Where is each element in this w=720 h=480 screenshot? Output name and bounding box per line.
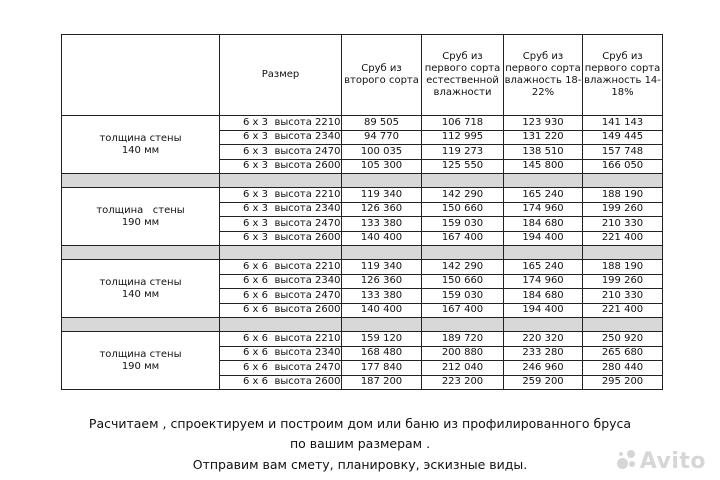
- price-first-14-18: 157 748: [583, 145, 663, 160]
- size-height: высота 2340: [274, 203, 341, 215]
- size-dimensions: 6 х 6: [243, 275, 268, 287]
- size-dimensions: 6 х 3: [243, 203, 268, 215]
- header-second-grade: Сруб из второго сорта: [342, 35, 422, 116]
- size-dimensions: 6 х 6: [243, 361, 268, 373]
- wall-thickness-line2: 190 мм: [121, 360, 160, 372]
- price-second-grade: 177 840: [342, 361, 422, 376]
- size-height: высота 2210: [274, 332, 341, 344]
- separator-cell: [583, 174, 663, 188]
- table-row: [62, 116, 663, 131]
- avito-watermark: [617, 449, 706, 474]
- separator-row: [62, 174, 663, 188]
- price-second-grade: 126 360: [342, 274, 422, 289]
- size-height: высота 2210: [274, 188, 341, 200]
- price-first-18-22: 145 800: [504, 159, 583, 174]
- wall-thickness-line2: 190 мм: [121, 216, 160, 228]
- footer-line-3: Отправим вам смету, планировку, эскизные виды.: [192, 457, 528, 472]
- size-height: высота 2470: [274, 217, 341, 229]
- price-first-18-22: 165 240: [504, 260, 583, 275]
- price-first-natural: 150 660: [422, 274, 504, 289]
- header-first-14-18: Сруб из первого сорта влажность 14-18%: [583, 35, 663, 116]
- size-cell: [220, 217, 342, 232]
- size-cell: [220, 159, 342, 174]
- separator-cell: [422, 246, 504, 260]
- size-cell: [220, 274, 342, 289]
- size-height: высота 2210: [274, 260, 341, 272]
- price-first-18-22: 184 680: [504, 289, 583, 304]
- wall-thickness-label: [62, 260, 220, 318]
- price-second-grade: 168 480: [342, 346, 422, 361]
- price-second-grade: 119 340: [342, 260, 422, 275]
- separator-cell: [220, 246, 342, 260]
- header-first-18-22: Сруб из первого сорта влажность 18-22%: [504, 35, 583, 116]
- price-first-14-18: 221 400: [583, 231, 663, 246]
- size-height: высота 2340: [274, 347, 341, 359]
- separator-cell: [504, 318, 583, 332]
- size-height: высота 2600: [274, 304, 341, 316]
- size-dimensions: 6 х 6: [243, 289, 268, 301]
- price-second-grade: 126 360: [342, 202, 422, 217]
- price-first-14-18: 221 400: [583, 303, 663, 318]
- table-row: [62, 260, 663, 275]
- size-cell: [220, 361, 342, 376]
- price-first-natural: 159 030: [422, 289, 504, 304]
- size-dimensions: 6 х 3: [243, 160, 268, 172]
- header-size: Размер: [220, 35, 342, 116]
- price-first-18-22: 138 510: [504, 145, 583, 160]
- separator-cell: [504, 246, 583, 260]
- size-dimensions: 6 х 6: [243, 332, 268, 344]
- size-dimensions: 6 х 6: [243, 304, 268, 316]
- wall-thickness-line2: 140 мм: [121, 144, 160, 156]
- separator-cell: [504, 174, 583, 188]
- price-first-natural: 159 030: [422, 217, 504, 232]
- price-second-grade: 89 505: [342, 116, 422, 131]
- price-first-18-22: 131 220: [504, 130, 583, 145]
- separator-cell: [220, 318, 342, 332]
- size-cell: [220, 116, 342, 131]
- price-second-grade: 133 380: [342, 217, 422, 232]
- size-height: высота 2470: [274, 361, 341, 373]
- price-first-natural: 142 290: [422, 188, 504, 203]
- size-dimensions: 6 х 3: [243, 131, 268, 143]
- price-second-grade: 140 400: [342, 231, 422, 246]
- price-first-18-22: 194 400: [504, 303, 583, 318]
- wall-thickness-line1: толщина стены: [96, 204, 185, 216]
- wall-thickness-line1: толщина стены: [99, 276, 182, 288]
- size-cell: [220, 145, 342, 160]
- price-first-14-18: 210 330: [583, 289, 663, 304]
- price-first-natural: 125 550: [422, 159, 504, 174]
- price-first-18-22: 194 400: [504, 231, 583, 246]
- price-first-natural: 112 995: [422, 130, 504, 145]
- size-dimensions: 6 х 3: [243, 217, 268, 229]
- size-cell: [220, 346, 342, 361]
- price-first-14-18: 149 445: [583, 130, 663, 145]
- size-dimensions: 6 х 6: [243, 347, 268, 359]
- separator-cell: [422, 318, 504, 332]
- footer-line-2: по вашим размерам .: [289, 436, 431, 451]
- price-first-14-18: 250 920: [583, 332, 663, 347]
- price-first-14-18: 210 330: [583, 217, 663, 232]
- size-cell: [220, 289, 342, 304]
- price-first-14-18: 280 440: [583, 361, 663, 376]
- table-body: [62, 116, 663, 390]
- separator-cell: [342, 318, 422, 332]
- size-dimensions: 6 х 6: [243, 376, 268, 388]
- separator-row: [62, 318, 663, 332]
- price-second-grade: 100 035: [342, 145, 422, 160]
- wall-thickness-label: [62, 116, 220, 174]
- price-first-natural: 212 040: [422, 361, 504, 376]
- size-height: высота 2340: [274, 275, 341, 287]
- table-row: [62, 188, 663, 203]
- size-dimensions: 6 х 3: [243, 116, 268, 128]
- price-second-grade: 140 400: [342, 303, 422, 318]
- size-height: высота 2210: [274, 116, 341, 128]
- size-cell: [220, 188, 342, 203]
- price-second-grade: 159 120: [342, 332, 422, 347]
- size-cell: [220, 260, 342, 275]
- footer-line-1: Расчитаем , спроектируем и построим дом или баню из профилированного бруса: [88, 416, 632, 431]
- separator-cell: [583, 318, 663, 332]
- price-first-natural: 167 400: [422, 303, 504, 318]
- size-cell: [220, 202, 342, 217]
- separator-cell: [62, 174, 220, 188]
- price-first-18-22: 233 280: [504, 346, 583, 361]
- separator-cell: [422, 174, 504, 188]
- price-first-natural: 106 718: [422, 116, 504, 131]
- separator-cell: [220, 174, 342, 188]
- avito-logo-icon: [617, 450, 637, 470]
- size-dimensions: 6 х 3: [243, 232, 268, 244]
- price-first-natural: 150 660: [422, 202, 504, 217]
- price-first-natural: 223 200: [422, 375, 504, 390]
- size-cell: [220, 375, 342, 390]
- price-second-grade: 94 770: [342, 130, 422, 145]
- wall-thickness-line1: толщина стены: [99, 132, 182, 144]
- size-dimensions: 6 х 6: [243, 260, 268, 272]
- price-first-natural: 167 400: [422, 231, 504, 246]
- price-first-natural: 189 720: [422, 332, 504, 347]
- size-height: высота 2340: [274, 131, 341, 143]
- header-first-natural: Сруб из первого сорта естественной влажности: [422, 35, 504, 116]
- price-first-14-18: 295 200: [583, 375, 663, 390]
- price-first-14-18: 265 680: [583, 346, 663, 361]
- price-first-14-18: 188 190: [583, 188, 663, 203]
- size-height: высота 2600: [274, 160, 341, 172]
- size-height: высота 2600: [274, 376, 341, 388]
- price-first-natural: 200 880: [422, 346, 504, 361]
- size-height: высота 2470: [274, 145, 341, 157]
- separator-cell: [342, 174, 422, 188]
- price-table: [61, 34, 663, 390]
- price-first-18-22: 220 320: [504, 332, 583, 347]
- price-first-18-22: 184 680: [504, 217, 583, 232]
- price-first-18-22: 174 960: [504, 202, 583, 217]
- price-first-18-22: 246 960: [504, 361, 583, 376]
- price-second-grade: 187 200: [342, 375, 422, 390]
- size-height: высота 2470: [274, 289, 341, 301]
- price-second-grade: 133 380: [342, 289, 422, 304]
- size-cell: [220, 231, 342, 246]
- separator-row: [62, 246, 663, 260]
- size-cell: [220, 332, 342, 347]
- separator-cell: [342, 246, 422, 260]
- wall-thickness-line1: толщина стены: [99, 348, 182, 360]
- header-empty: [62, 35, 220, 116]
- size-cell: [220, 130, 342, 145]
- wall-thickness-label: [62, 188, 220, 246]
- watermark-text: Avito: [639, 449, 706, 474]
- price-first-14-18: 188 190: [583, 260, 663, 275]
- wall-thickness-label: [62, 332, 220, 390]
- price-second-grade: 105 300: [342, 159, 422, 174]
- price-first-14-18: 199 260: [583, 274, 663, 289]
- price-first-18-22: 259 200: [504, 375, 583, 390]
- size-dimensions: 6 х 3: [243, 188, 268, 200]
- price-first-natural: 119 273: [422, 145, 504, 160]
- separator-cell: [62, 246, 220, 260]
- separator-cell: [583, 246, 663, 260]
- price-first-18-22: 123 930: [504, 116, 583, 131]
- separator-cell: [62, 318, 220, 332]
- size-dimensions: 6 х 3: [243, 145, 268, 157]
- table-row: [62, 332, 663, 347]
- price-first-14-18: 166 050: [583, 159, 663, 174]
- price-first-14-18: 141 143: [583, 116, 663, 131]
- size-height: высота 2600: [274, 232, 341, 244]
- size-cell: [220, 303, 342, 318]
- price-first-natural: 142 290: [422, 260, 504, 275]
- price-second-grade: 119 340: [342, 188, 422, 203]
- price-first-18-22: 174 960: [504, 274, 583, 289]
- wall-thickness-line2: 140 мм: [121, 288, 160, 300]
- header-row: [62, 35, 663, 116]
- price-first-18-22: 165 240: [504, 188, 583, 203]
- price-first-14-18: 199 260: [583, 202, 663, 217]
